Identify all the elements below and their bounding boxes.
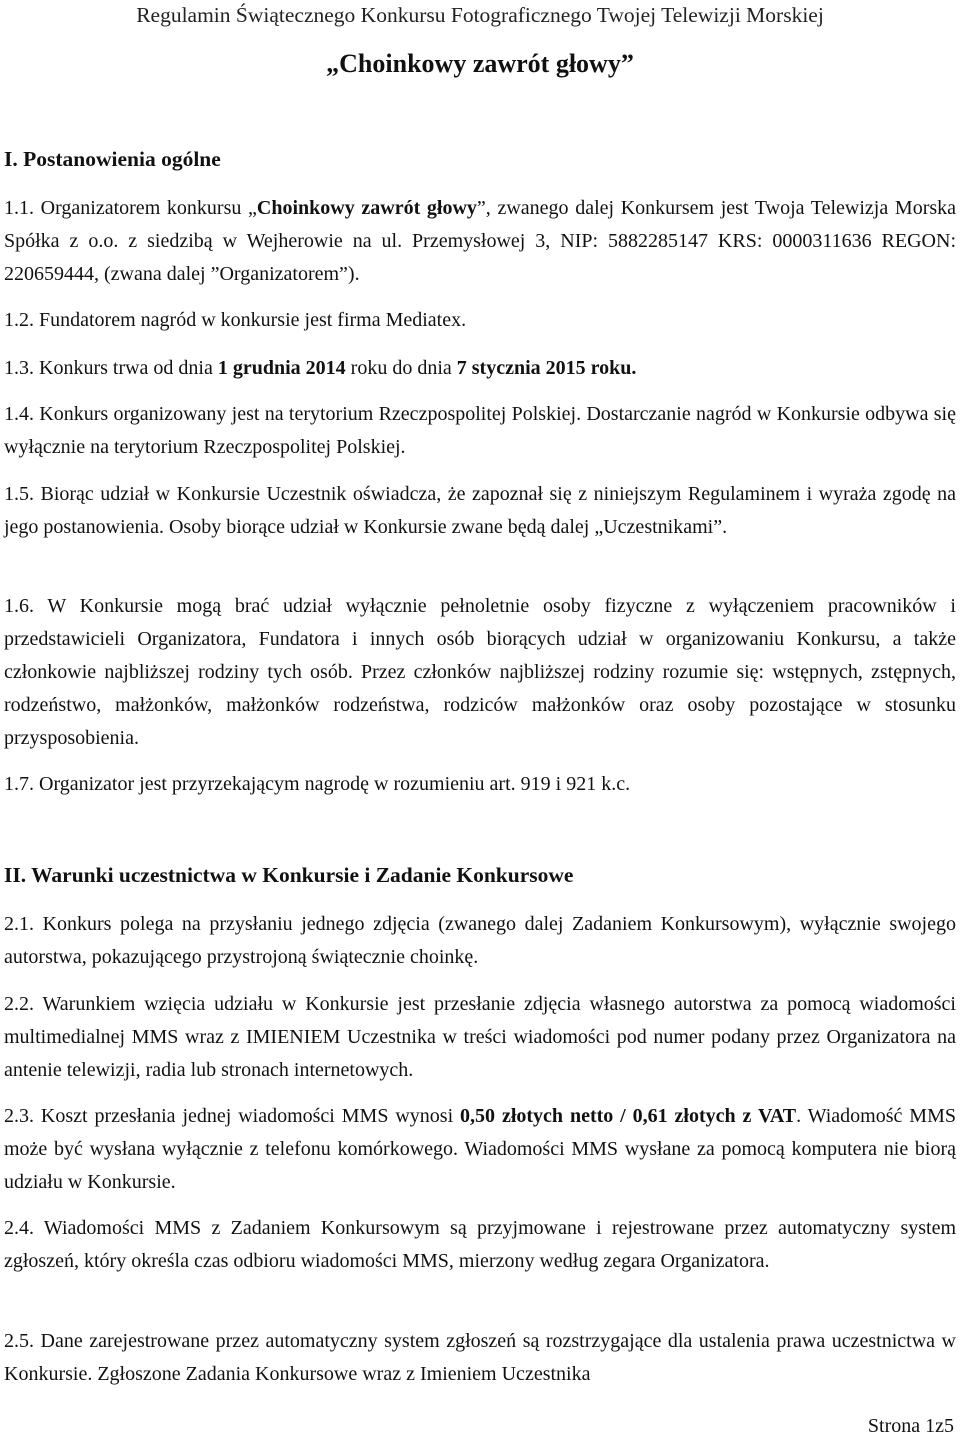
paragraph-2-3: 2.3. Koszt przesłania jednej wiadomości MMS wynosi 0,50 złotych netto / 0,61 złotych z VAT. Wiadomość MMS może być wysłana wyłącznie z telefonu komórkowego. Wiadomości MMS wysłane za pomocą komputera nie biorą udziału w Konkursie. <box>4 1105 956 1193</box>
paragraph-1-2: 1.2. Fundatorem nagród w konkursie jest firma Mediatex. <box>4 309 467 331</box>
paragraph-2-1: 2.1. Konkurs polega na przysłaniu jednego zdjęcia (zwanego dalej Zadaniem Konkursowym), wyłącznie swojego autorstwa, pokazującego przystrojoną świątecznie choinkę. <box>4 913 956 968</box>
paragraph-1-7: 1.7. Organizator jest przyrzekającym nagrodę w rozumieniu art. 919 i 921 k.c. <box>4 773 631 795</box>
paragraph-1-4: 1.4. Konkurs organizowany jest na terytorium Rzeczpospolitej Polskiej. Dostarczanie nagród w Konkursie odbywa się wyłącznie na terytorium Rzeczpospolitej Polskiej. <box>4 403 956 458</box>
document-header: Regulamin Świątecznego Konkursu Fotograficznego Twojej Telewizji Morskiej <box>136 3 824 27</box>
paragraph-2-2: 2.2. Warunkiem wzięcia udziału w Konkursie jest przesłanie zdjęcia własnego autorstwa za pomocą wiadomości multimedialnej MMS wraz z IMIENIEM Uczestnika w treści wiadomości pod numer podany przez Organizatora na antenie telewizji, radia lub stronach internetowych. <box>4 993 956 1081</box>
paragraph-1-3: 1.3. Konkurs trwa od dnia 1 grudnia 2014 roku do dnia 7 stycznia 2015 roku. <box>4 357 637 379</box>
paragraph-1-6: 1.6. W Konkursie mogą brać udział wyłącznie pełnoletnie osoby fizyczne z wyłączeniem pracowników i przedstawicieli Organizatora, Fundatora i innych osób biorących udział w organizowaniu Konkursu, a także członkowie najbliższej rodziny tych osób. Przez członków najbliższej rodziny rozumie się: wstępnych, zstępnych, rodzeństwo, małżonków, małżonków rodzeństwa, rodziców małżonków oraz osoby pozostające w stosunku przysposobienia. <box>4 595 956 749</box>
paragraph-1-5: 1.5. Biorąc udział w Konkursie Uczestnik oświadcza, że zapoznał się z niniejszym Regulaminem i wyraża zgodę na jego postanowienia. Osoby biorące udział w Konkursie zwane będą dalej „Uczestnikami”. <box>4 483 956 538</box>
section-heading-2: II. Warunki uczestnictwa w Konkursie i Zadanie Konkursowe <box>4 863 574 887</box>
paragraph-2-5: 2.5. Dane zarejestrowane przez automatyczny system zgłoszeń są rozstrzygające dla ustalenia prawa uczestnictwa w Konkursie. Zgłoszone Zadania Konkursowe wraz z Imieniem Uczestnika <box>4 1330 956 1385</box>
section-heading-1: I. Postanowienia ogólne <box>4 147 221 171</box>
paragraph-2-4: 2.4. Wiadomości MMS z Zadaniem Konkursowym są przyjmowane i rejestrowane przez automatyczny system zgłoszeń, który określa czas odbioru wiadomości MMS, mierzony według zegara Organizatora. <box>4 1217 956 1272</box>
paragraph-1-1: 1.1. Organizatorem konkursu „Choinkowy zawrót głowy”, zwanego dalej Konkursem jest Twoja Telewizja Morska Spółka z o.o. z siedzibą w Wejherowie na ul. Przemysłowej 3, NIP: 5882285147 KRS: 0000311636 REGON: 220659444, (zwana dalej ”Organizatorem”). <box>4 197 957 285</box>
contest-title: „Choinkowy zawrót głowy” <box>326 49 634 78</box>
page-number: Strona 1z5 <box>867 1415 954 1437</box>
